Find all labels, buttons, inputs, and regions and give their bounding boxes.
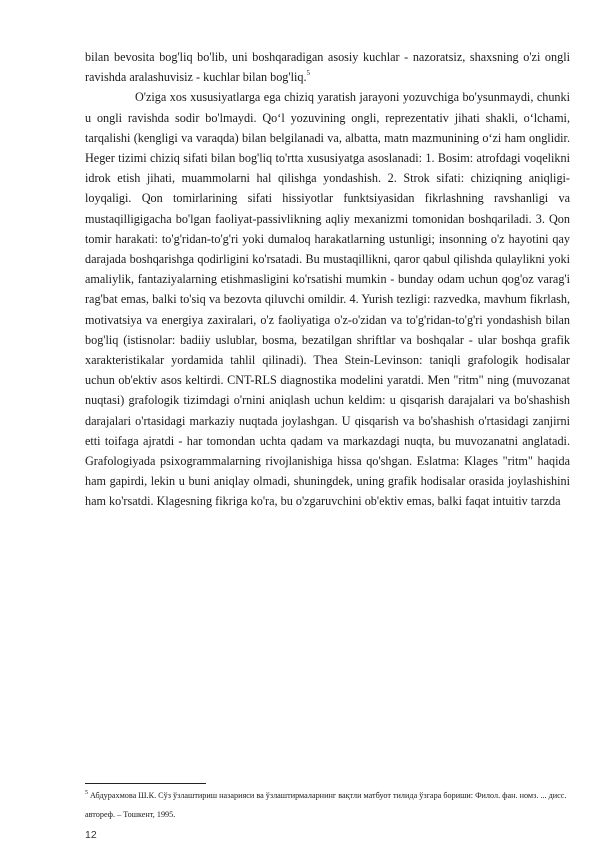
footnote-divider [85, 783, 206, 784]
body-text [85, 47, 570, 512]
page-number: 12 [85, 829, 97, 841]
paragraph-main: O'ziga xos xususiyatlarga ega chiziq yaratish jarayoni yozuvchiga bo'ysunmaydi, chunki u ongli ravishda sodir bo'lmaydi. Qo‘l yozuvining ongli, reprezentativ jihati shakli, o‘lchami, tarqalishi (kengligi va varaqda) bilan belgilanadi va, albatta, matn mazmunining o‘zi ham onglidir. Heger tizimi chiziq sifati bilan bog'liq to'rtta xususiyatga asoslanadi: 1. Bosim: atrofdagi voqelikni idrok etish jihati, muammolarni hal qilishga yondashish. 2. Strok sifati: chiziqning aniqligi-loyqaligi. Qon tomirlarining sifati hissiyotlar funktsiyasidan fikrlashning ravshanligi va mustaqilligigacha bo'lgan faoliyat-passivlikning aqliy mexanizmi tomonidan boshqariladi. 3. Qon tomir harakati: to'g'ridan-to'g'ri yoki dumaloq harakatlarning ustunligi; insonning o'z hayotini qay darajada boshqarishga qodirligini ko'rsatadi. Bu mustaqillikni, qaror qabul qilishda qulaylikni yoki amaliylik, fantaziyalarning etishmasligini ko'rsatishi mumkin - bunday odam uchun qog'oz varag'i rag'bat emas, balki to'siq va bezovta qiluvchi omildir. 4. Yurish tezligi: razvedka, mavhum fikrlash, motivatsiya va energiya zaxiralari, o'z faoliyatiga o'z-o'zidan va to'g'ridan-to'g'ri yondashish bilan bog'liq (istisnolar: badiiy uslublar, bosma, bezatilgan shriftlar va boshqalar - ular boshqa grafik xarakteristikalar yordamida tahlil qilinadi). Thea Stein-Levinson: taniqli grafologik hodisalar uchun ob'ektiv asos keltirdi. CNT-RLS diagnostika modelini yaratdi. Men "ritm" ning (muvozanat nuqtasi) grafologik tizimdagi o'rnini aniqlash uchun keldim: u qisqarish darajalari va bo'shashish darajalari o'rtasidagi markaziy nuqtada joylashgan. U qisqarish va bo'shashish o'rtasidagi zanjirni etti toifaga ajratdi - har tomondan uchta qadam va markazdagi nuqta, bu muvozanatni anglatadi. Grafologiyada psixogrammalarning rivojlanishiga hissa qo'shgan. Eslatma: Klages "ritm" haqida ham gapirdi, lekin u buni aniqlay olmadi, shuningdek, uning grafik hodisalar orasida joylashishini ham ko'rsatdi. Klagesning fikriga ko'ra, bu o'zgaruvchini ob'ektiv emas, balki faqat intuitiv tarzda [85, 90, 570, 509]
footnote-reference[interactable]: 5 [306, 69, 311, 78]
footnote-text: Абдурахмова Ш.К. Сўз ўзлаштириш назарияси ва ўзлаштирмаларнинг вақтли матбуот тилида ўзгара бориши: Филол. фан. номз. ... дисс. автореф. – Тошкент, 1995. [85, 791, 567, 819]
paragraph-1-text: bilan bevosita bog'liq bo'lib, uni boshqaradigan asosiy kuchlar - nazoratsiz, shaxsning o'zi ongli ravishda aralashuvisiz - kuchlar bilan bog'liq. [85, 50, 570, 85]
footnote-number: 5 [85, 790, 88, 796]
footnote [85, 786, 570, 824]
paragraph-continuation [85, 47, 570, 87]
